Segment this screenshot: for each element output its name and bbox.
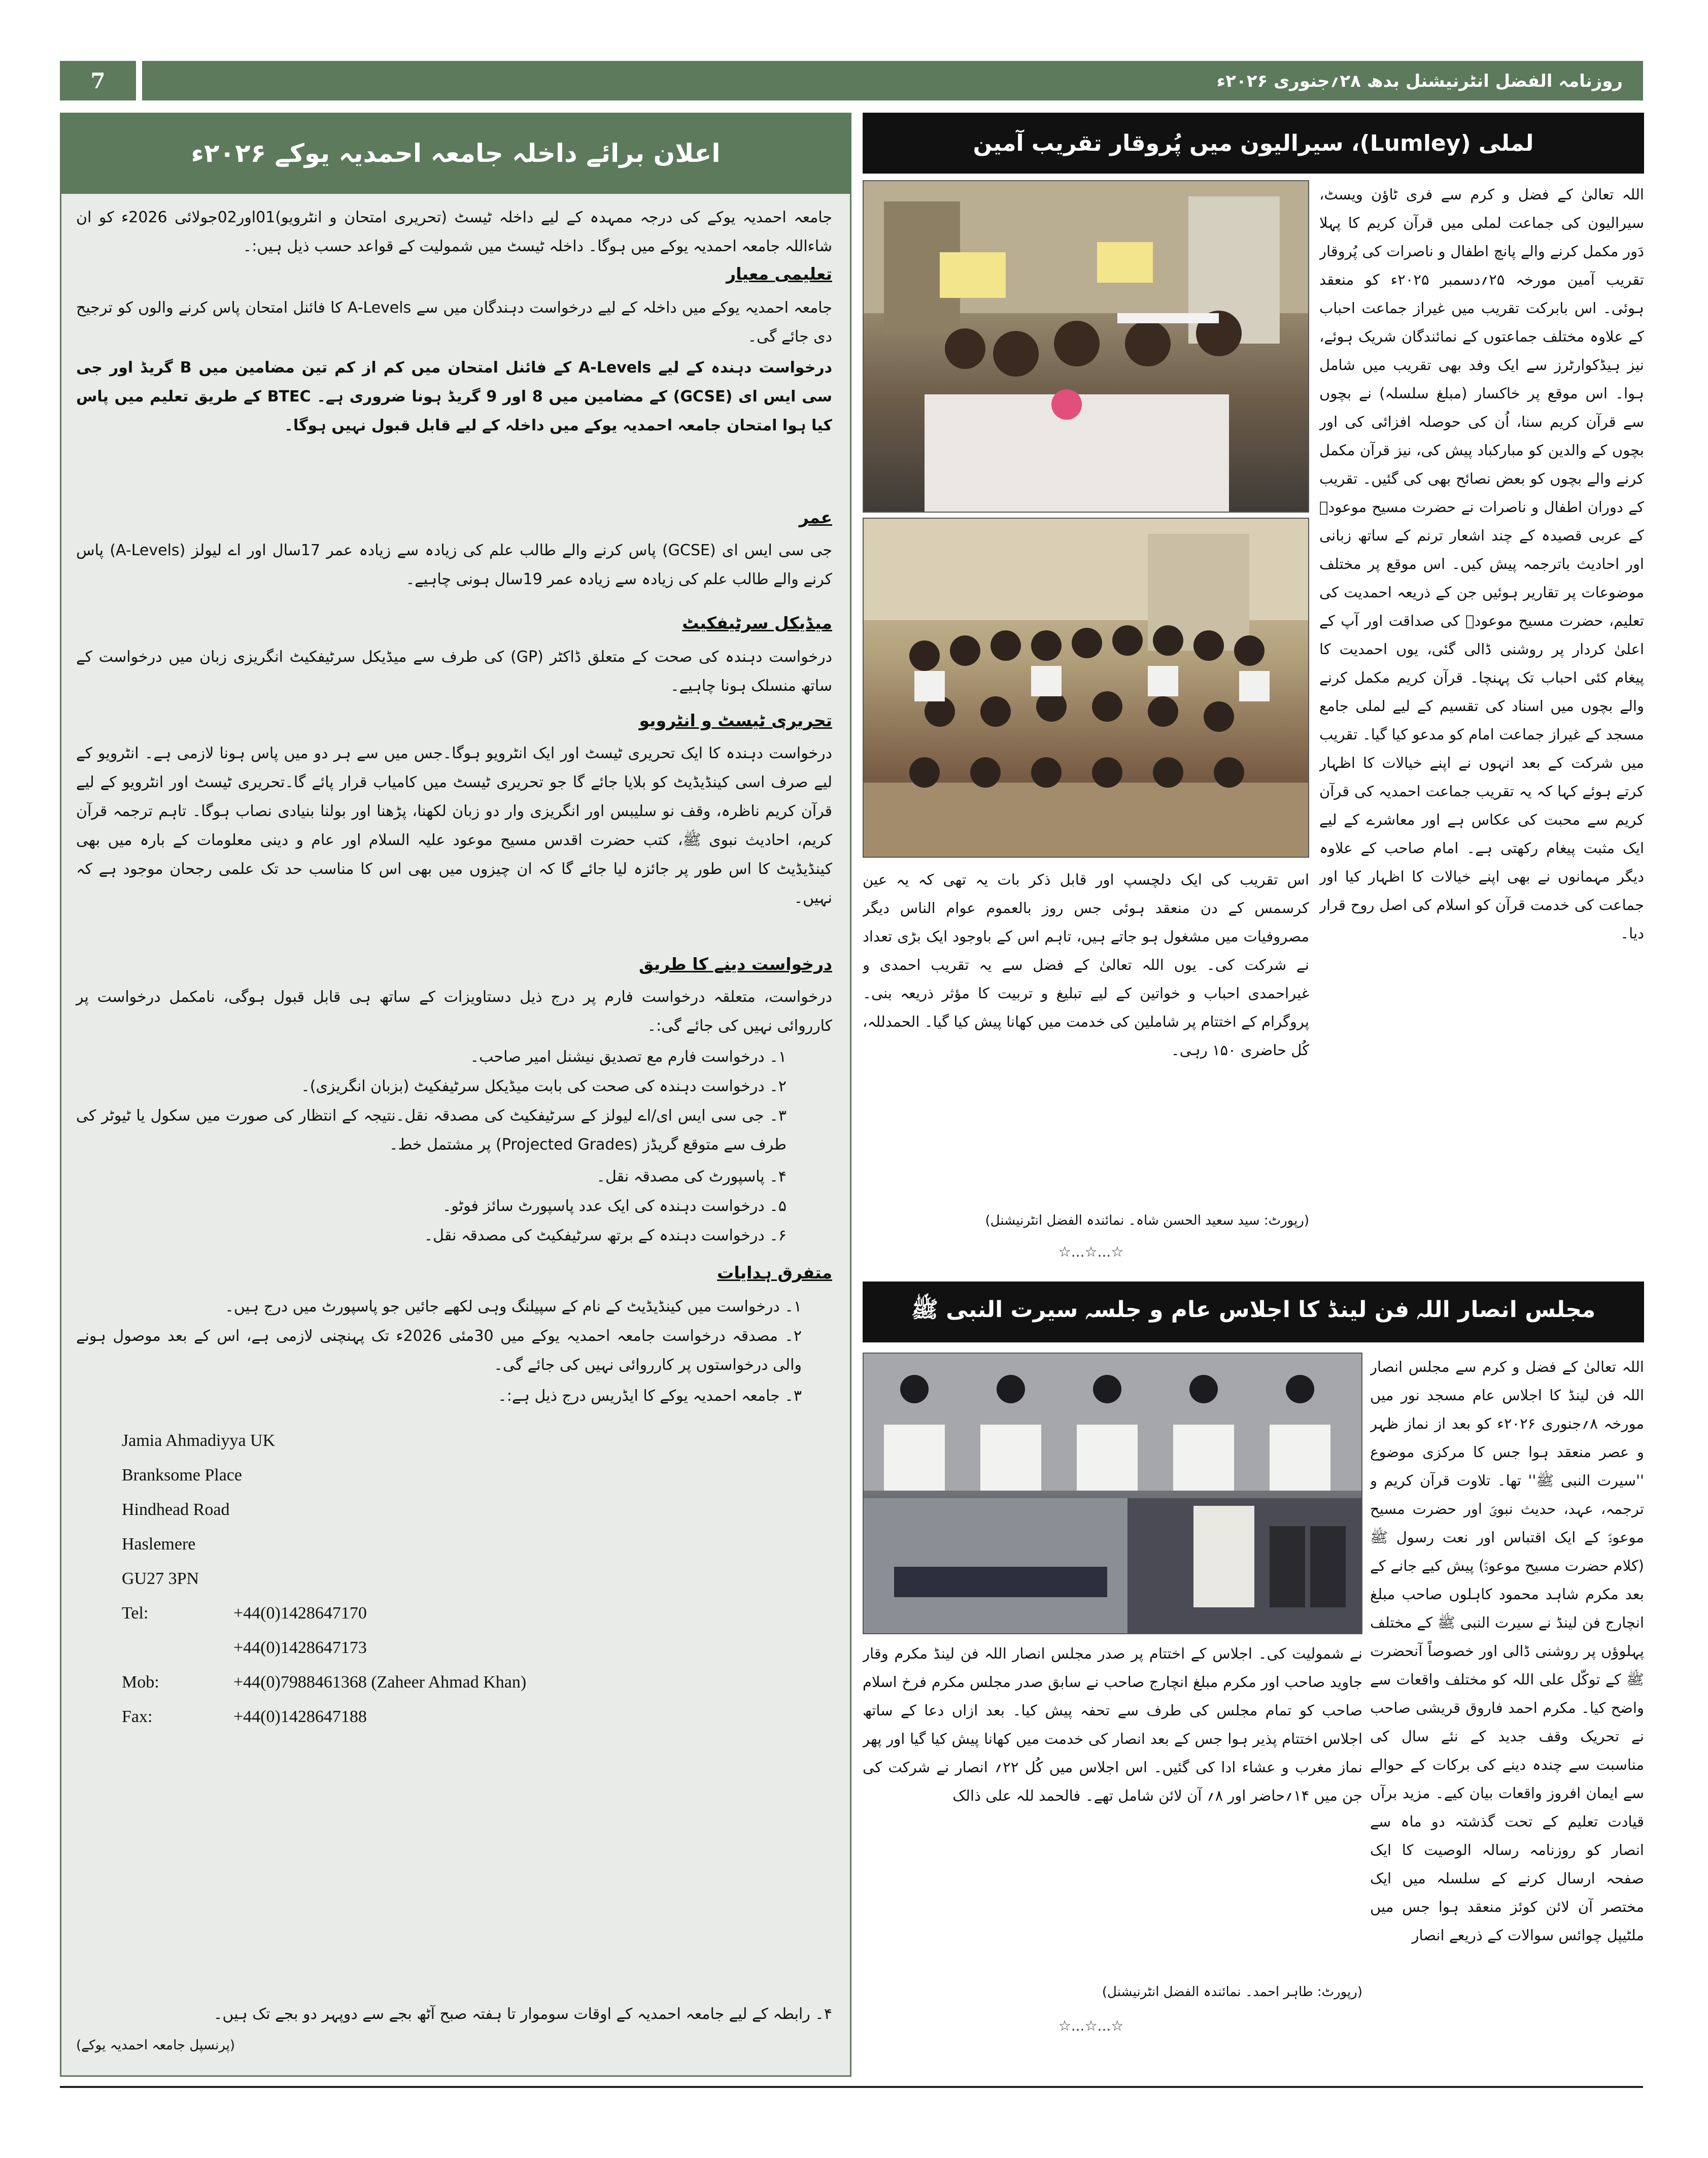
page-number: 7	[60, 61, 136, 100]
section-age-p1: جی سی ایس ای (GCSE) پاس کرنے والے طالب علم کی زیادہ سے زیادہ عمر 17سال اور اے لیولز (A-Levels) پاس کرنے والے طالب علم کی زیادہ سے زیادہ عمر 19سال ہونی چاہیے۔	[76, 542, 833, 588]
misc-item-3: ۳۔ جامعہ احمدیہ یوکے کا ایڈریس درج ذیل ہے:۔	[498, 1387, 802, 1405]
tel-number: +44(0)1428647170	[233, 1604, 367, 1623]
section-test-p1: درخواست دہندہ کا ایک تحریری ٹیسٹ اور ایک انٹرویو ہوگا۔جس میں سے ہر دو میں پاس ہونا لازمی ہے۔ انٹرویو کے لیے صرف اسی کینڈیڈیٹ کو بلایا جائے گا جو تحریری ٹیسٹ میں کامیاب قرار پائے گا۔تحریری ٹیسٹ اور انٹرویو کے لیے قرآن کریم ناظرہ، وقف نو سلیبس اور انگریزی وار دو زبان لکھنا، پڑھنا اور بولنا بنیادی نصاب ہوگا۔ تاہم ترجمہ قرآن کریم، احادیث نبوی ﷺ، کتب حضرت اقدس مسیح موعود علیہ السلام اور عام و دینی معلومات کے بارہ میں بھی کینڈیڈیٹ کا اس طور پر جائزہ لیا جائے گا کہ ان چیزوں میں بھی اس کا مناسب حد تک علمی رجحان موجود ہے کہ نہیں۔	[76, 745, 832, 907]
application-item-5: ۵۔ درخواست دہندہ کی ایک عدد پاسپورٹ سائز فوٹو۔	[442, 1197, 787, 1215]
notice-intro: جامعہ احمدیہ یوکے کی درجہ ممہدہ کے لیے داخلہ ٹیسٹ (تحریری امتحان و انٹرویو)01اور02جولائی 2026ء کو ان شاءاللہ جامعہ احمدیہ یوکے میں ہوگا۔ داخلہ ٹیسٹ میں شمولیت کے قواعد حسب ذیل ہیں:۔	[76, 209, 833, 255]
application-item-6: ۶۔ درخواست دہندہ کے برتھ سرٹیفکیٹ کی مصدقہ نقل۔	[424, 1227, 787, 1244]
fax-number: +44(0)1428647188	[233, 1707, 367, 1726]
fax-row	[122, 1700, 629, 1734]
section-heading-application: درخواست دینے کا طریق	[638, 954, 832, 974]
contact-note: ۴۔ رابطہ کے لیے جامعہ احمدیہ کے اوقات سوموار تا ہفتہ صبح آٹھ بجے سے دوپہر دو بجے تک ہیں۔	[213, 2005, 832, 2023]
address-line: Jamia Ahmadiyya UK	[122, 1431, 276, 1450]
section-education-p1: جامعہ احمدیہ یوکے میں داخلہ کے لیے درخواست دہندگان میں سے A-Levels کا فائنل امتحان پاس کرنے والوں کو ترجیح دی جائے گی۔	[76, 299, 832, 346]
footer-rule	[60, 2086, 1643, 2088]
lumley-photo-1-illustration	[864, 181, 1309, 513]
article1-separator: ☆...☆...☆	[1058, 1243, 1124, 1260]
masthead-text: روزنامہ الفضل انٹرنیشنل بدھ ۲۸؍جنوری ۲۰۲۶ء	[1216, 71, 1623, 91]
fax-label: Fax:	[122, 1707, 153, 1726]
article1-credit: (رپورٹ: سید سعید الحسن شاہ۔ نمائندہ الفضل انٹرنیشنل)	[985, 1213, 1309, 1228]
application-item-4: ۴۔ پاسپورٹ کی مصدقہ نقل۔	[596, 1168, 787, 1186]
misc-item-1: ۱۔ درخواست میں کینڈیڈیٹ کے نام کے سپیلنگ وہی لکھے جائیں جو پاسپورٹ میں درج ہیں۔	[225, 1298, 802, 1316]
section-education-p2: درخواست دہندہ کے لیے A-Levels کے فائنل امتحان میں کم از کم تین مضامین میں B گریڈ اور جی سی ایس ای (GCSE) کے مضامین میں 8 اور 9 گریڈ ہونا ضروری ہے۔ BTEC کے طریق تعلیم میں پاس کیا ہوا امتحان جامعہ احمدیہ یوکے میں داخلہ کے لیے قابل قبول نہیں ہوگا۔	[76, 359, 833, 434]
tel-row	[122, 1596, 629, 1631]
article1-col-right: اللہ تعالیٰ کے فضل و کرم سے فری ٹاؤن ویسٹ، سیرالیون کی جماعت لملی میں قرآن کریم کا پہلا دَور مکمل کرنے والے پانچ اطفال و ناصرات کی پُروقار تقریب آمین مورخہ ۲۵؍دسمبر ۲۰۲۵ء کو منعقد ہوئی۔ اس بابرکت تقریب میں غیراز جماعت احباب کے علاوہ مختلف جماعتوں کے نمائندگان شریک ہوئے، نیز ہیڈکوارٹرز سے ایک وفد بھی تقریب میں شامل ہوا۔ اس موقع پر خاکسار (مبلغ سلسلہ) نے بچوں سے قرآن کریم سنا، اُن کی حوصلہ افزائی کی اور بچوں کے والدین کو مبارکباد پیش کی، نیز قرآن مکمل کرنے والے بچوں کو بعض نصائح بھی کی گئیں۔ تقریب کے دوران اطفال و ناصرات نے حضرت مسیح موعودؑ کے عربی قصیدہ کے چند اشعار ترنم کے ساتھ زبانی اور احادیث باترجمہ پیش کیں۔ اس موقع پر مختلف موضوعات پر تقاریر ہوئیں جن کے ذریعہ احمدیت کی تعلیم، حضرت مسیح موعودؑ کی صداقت اور آپ کے اعلیٰ کردار پر روشنی ڈالی گئی، یوں احمدیت کا پیغام کئی احباب تک پہنچا۔ قرآن کریم مکمل کرنے والے بچوں میں اسناد کی تقسیم کے لیے لملی جامع مسجد کے غیراز جماعت امام کو مدعو کیا گیا۔ تقریب میں شرکت کے بعد انہوں نے اپنے خیالات کا اظہار کرتے ہوئے کہا کہ یہ تقریب جماعت احمدیہ کی قرآن کریم سے محبت کی عکاس ہے اور معاشرے کے لیے ایک مثبت پیغام رکھتی ہے۔ امام صاحب کے علاوہ دیگر مہمانوں نے بھی اپنے خیالات کا اظہار کیا اور جماعت کی خدمت قرآن کو اسلام کی اصل روح قرار دیا۔	[1319, 186, 1644, 942]
mob-label: Mob:	[122, 1673, 159, 1692]
lumley-photo-2-illustration	[864, 519, 1309, 858]
section-heading-education: تعلیمی معیار	[726, 264, 832, 284]
application-item-1: ۱۔ درخواست فارم مع تصدیق نیشنل امیر صاحب۔	[470, 1048, 787, 1066]
masthead-bar	[142, 61, 1643, 100]
application-item-3: ۳۔ جی سی ایس ای/اے لیولز کے سرٹیفکیٹ کی مصدقہ نقل۔نتیجہ کے انتظار کی صورت میں سکول یا ٹیوٹر کی طرف سے متوقع گریڈز (Projected Grades) پر مشتمل خط۔	[76, 1107, 787, 1154]
address-block	[122, 1424, 629, 1734]
finland-photo-collage-illustration	[864, 1354, 1362, 1634]
finland-photo-collage	[863, 1353, 1362, 1634]
article2-col-left: نے شمولیت کی۔ اجلاس کے اختتام پر صدر مجلس انصار اللہ فن لینڈ مکرم وقار جاوید صاحب اور مکرم مبلغ انچارج صاحب نے سابق صدر مجلس مکرم فرخ اسلام صاحب کو تمام مجلس کی طرف سے تحفہ پیش کیا۔ بعد ازاں دعا کے ساتھ اجلاس اختتام پذیر ہوا جس کے بعد انصار کی خدمت میں کھانا پیش کیا گیا اور پھر نماز مغرب و عشاء ادا کی گئیں۔ اس اجلاس میں کُل ۲۲؍ انصار نے شرکت کی جن میں ۱۴؍حاضر اور ۸؍ آن لائن شامل تھے۔ فالحمد للہ علی ذالک	[863, 1645, 1362, 1804]
address-line: Haslemere	[122, 1535, 196, 1554]
article1-col-left: اس تقریب کی ایک دلچسپ اور قابل ذکر بات یہ تھی کہ یہ عین کرسمس کے دن منعقد ہوئی جس روز بالعموم عوام الناس دیگر مصروفیات میں مشغول ہو جاتے ہیں، تاہم اس کے باوجود ایک بڑی تعداد نے شرکت کی۔ یوں اللہ تعالیٰ کے فضل سے یہ تقریب احمدی و غیراحمدی احباب و خواتین کے لیے تبلیغ و تربیت کا مؤثر ذریعہ بنی۔ پروگرام کے اختتام پر شاملین کی خدمت میں کھانا پیش کیا گیا۔ الحمدللہ، کُل حاضری ۱۵۰ رہی۔	[863, 871, 1309, 1059]
tel-row	[122, 1631, 629, 1665]
section-application-p1: درخواست، متعلقہ درخواست فارم پر درج ذیل دستاویزات کے ساتھ ہی قابل قبول ہوگی، نامکمل درخواست پر کارروائی نہیں کی جائے گی:۔	[76, 988, 832, 1035]
section-heading-test: تحریری ٹیسٹ و انٹرویو	[639, 711, 832, 730]
article2-separator: ☆...☆...☆	[1058, 2017, 1124, 2034]
article2-col-right: اللہ تعالیٰ کے فضل و کرم سے مجلس انصار اللہ فن لینڈ کا اجلاس عام مسجد نور میں مورخہ ۸؍جنوری ۲۰۲۶ء کو بعد از نماز ظہر و عصر منعقد ہوا جس کا مرکزی موضوع ''سیرت النبی ﷺ'' تھا۔ تلاوت قرآن کریم و ترجمہ، عہد، حدیث نبویؐ اور حضرت مسیح موعودؑ کے ایک اقتباس اور نعت رسول ﷺ (کلام حضرت مسیح موعودؑ) پیش کیے جانے کے بعد مکرم شاہد محمود کاہلوں صاحب مبلغ انچارج فن لینڈ نے سیرت النبی ﷺ کے مختلف پہلوؤں پر روشنی ڈالی اور خصوصاً آنحضرت ﷺ کے توکّل علی اللہ کو مختلف واقعات سے واضح کیا۔ مکرم احمد فاروق قریشی صاحب نے تحریک وقف جدید کے نئے سال کی مناسبت سے چندہ دینے کی برکات کے حوالے سے ایمان افروز واقعات بیان کیے۔ مزید برآں قیادت تعلیم کے تحت گذشتہ دو ماہ سے انصار کو روزنامہ رسالہ الوصیت کا ایک صفحہ ارسال کرنے کے سلسلہ میں ایک مختصر آن لائن کوئز منعقد ہوا جس میں ملٹیپل چوائس سوالات کے ذریعے انصار	[1370, 1358, 1644, 1944]
article2-title: مجلس انصار اللہ فن لینڈ کا اجلاس عام و جلسہ سیرت النبی ﷺ	[863, 1282, 1644, 1342]
section-heading-misc: متفرق ہدایات	[717, 1263, 832, 1283]
section-heading-age: عمر	[799, 508, 832, 527]
mob-row	[122, 1665, 629, 1700]
notice-signature: (پرنسپل جامعہ احمدیہ یوکے)	[76, 2038, 235, 2053]
application-item-2: ۲۔ درخواست دہندہ کی صحت کی بابت میڈیکل سرٹیفکیٹ (بزبان انگریزی)۔	[301, 1077, 787, 1095]
article1-title: لملی (Lumley)، سیرالیون میں پُروقار تقریب آمین	[863, 113, 1644, 174]
address-line: Branksome Place	[122, 1466, 242, 1485]
lumley-photo-2	[863, 518, 1309, 858]
tel-number: +44(0)1428647173	[233, 1638, 367, 1657]
section-heading-medical: میڈیکل سرٹیفکیٹ	[682, 613, 832, 633]
address-line: Hindhead Road	[122, 1500, 230, 1519]
mob-number: +44(0)7988461368 (Zaheer Ahmad Khan)	[233, 1673, 527, 1692]
tel-label: Tel:	[122, 1604, 149, 1623]
section-medical-p1: درخواست دہندہ کی صحت کے متعلق ڈاکٹر (GP) کی طرف سے میڈیکل سرٹیفکیٹ انگریزی زبان میں درخواست کے ساتھ منسلک ہونا چاہیے۔	[76, 648, 832, 695]
notice-title: اعلان برائے داخلہ جامعہ احمدیہ یوکے ۲۰۲۶ء	[60, 113, 851, 194]
article2-credit: (رپورٹ: طاہر احمد۔ نمائندہ الفضل انٹرنیشنل)	[1102, 1984, 1362, 2000]
address-line: GU27 3PN	[122, 1569, 199, 1588]
misc-item-2: ۲۔ مصدقہ درخواست جامعہ احمدیہ یوکے میں 30مئی 2026ء تک پہنچنی لازمی ہے، اس کے بعد موصول ہونے والی درخواستوں پر کارروائی نہیں کی جائے گی۔	[76, 1327, 802, 1374]
lumley-photo-1	[863, 180, 1309, 513]
